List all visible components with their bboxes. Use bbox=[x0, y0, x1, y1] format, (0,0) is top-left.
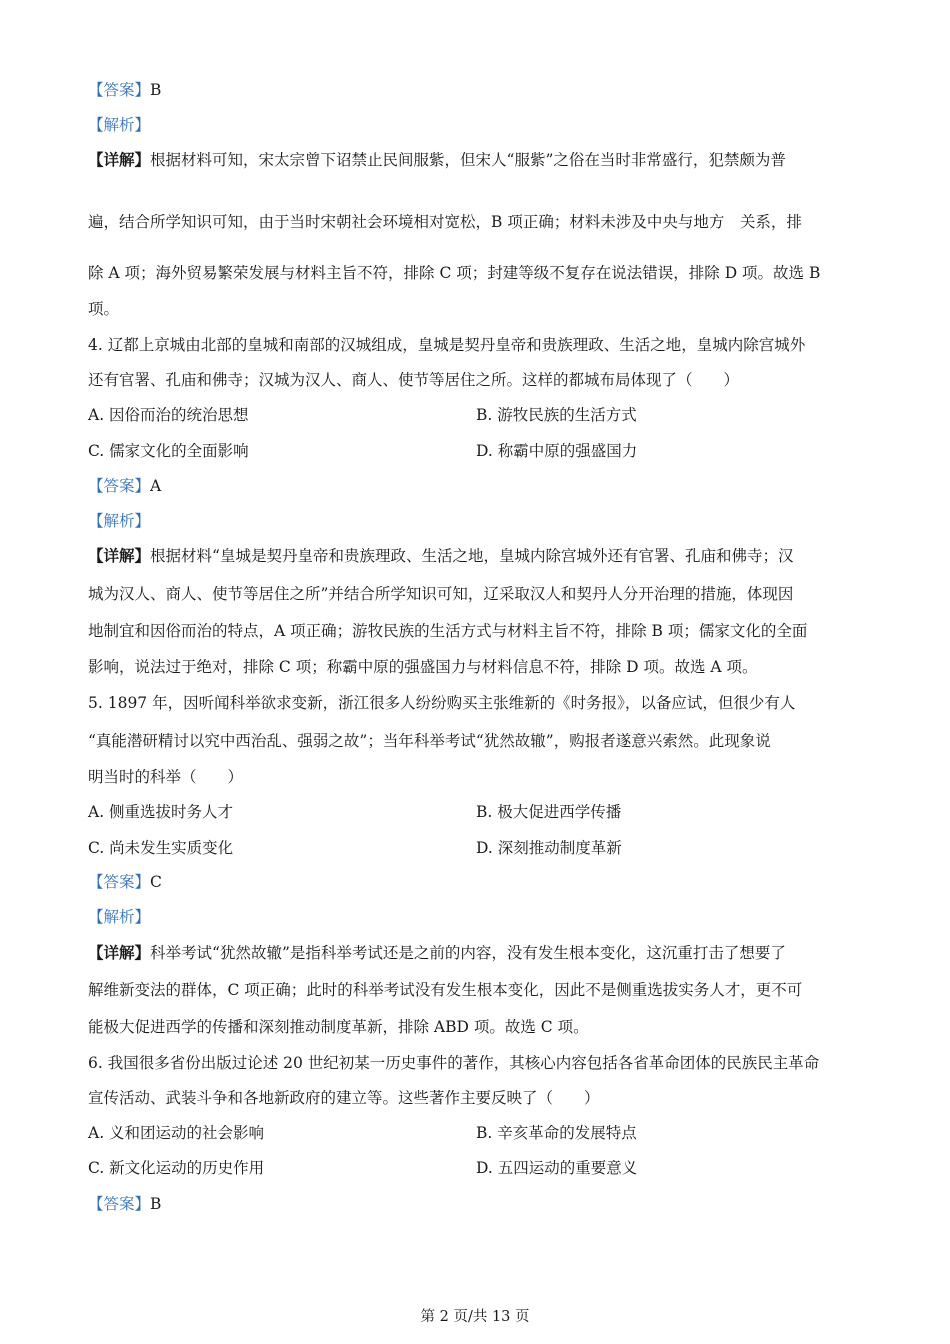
q4-detail-line-4: 影响，说法过于绝对，排除 C 项；称霸中原的强盛国力与材料信息不符，排除 D 项。故选 A 项。 bbox=[88, 658, 758, 676]
q6-option-a: A. 义和团运动的社会影响 bbox=[88, 1124, 265, 1142]
q5-stem-line-2: “真能潜研精讨以究中西治乱、强弱之故”；当年科举考试“犹然故辙”，购报者遂意兴索然。此现象说 bbox=[88, 732, 771, 750]
q5-stem-line-1: 5. 1897 年，因听闻科举欲求变新，浙江很多人纷纷购买主张维新的《时务报》，以备应试，但很少有人 bbox=[88, 694, 796, 712]
q3-detail-line-4: 项。 bbox=[88, 300, 120, 318]
q5-option-a: A. 侧重选拔时务人才 bbox=[88, 803, 234, 821]
q4-analysis-tag: 【解析】 bbox=[88, 512, 151, 530]
q5-detail-line-3: 能极大促进西学的传播和深刻推动制度革新，排除 ABD 项。故选 C 项。 bbox=[88, 1018, 589, 1036]
page-number: 第 2 页/共 13 页 bbox=[420, 1309, 530, 1325]
detail-tag: 【详解】 bbox=[88, 546, 151, 565]
q6-option-d: D. 五四运动的重要意义 bbox=[476, 1159, 638, 1177]
q4-option-b: B. 游牧民族的生活方式 bbox=[476, 406, 637, 424]
q5-option-d: D. 深刻推动制度革新 bbox=[476, 839, 622, 857]
q5-detail-line-1: 【详解】科举考试“犹然故辙”是指科举考试还是之前的内容，没有发生根本变化，这沉重打击了想要了 bbox=[88, 943, 786, 962]
q5-answer-line bbox=[88, 872, 162, 892]
q3-answer-line bbox=[88, 80, 161, 100]
q4-answer-line bbox=[88, 476, 161, 496]
q4-option-d: D. 称霸中原的强盛国力 bbox=[476, 442, 638, 460]
answer-tag: 【答案】 bbox=[88, 1195, 151, 1213]
q6-option-b: B. 辛亥革命的发展特点 bbox=[476, 1124, 637, 1142]
q5-answer: C bbox=[150, 873, 162, 891]
q3-detail-line-3: 除 A 项；海外贸易繁荣发展与材料主旨不符，排除 C 项；封建等级不复存在说法错误，排除 D 项。故选 B bbox=[88, 264, 821, 282]
q4-stem-line-2: 还有官署、孔庙和佛寺；汉城为汉人、商人、使节等居住之所。这样的都城布局体现了（ ） bbox=[88, 371, 740, 389]
answer-tag: 【答案】 bbox=[88, 477, 151, 495]
detail-tag: 【详解】 bbox=[88, 943, 151, 962]
q6-stem-line-2: 宣传活动、武装斗争和各地新政府的建立等。这些著作主要反映了（ ） bbox=[88, 1089, 600, 1107]
q3-detail-line-2: 遍，结合所学知识可知，由于当时宋朝社会环境相对宽松，B 项正确；材料未涉及中央与地方 关系，排 bbox=[88, 213, 802, 231]
q5-option-c: C. 尚未发生实质变化 bbox=[88, 839, 234, 857]
q4-stem-line-1: 4. 辽都上京城由北部的皇城和南部的汉城组成，皇城是契丹皇帝和贵族理政、生活之地，皇城内除宫城外 bbox=[88, 336, 806, 354]
q4-detail-line-3: 地制宜和因俗而治的特点，A 项正确；游牧民族的生活方式与材料主旨不符，排除 B 项；儒家文化的全面 bbox=[88, 622, 808, 640]
q6-option-c: C. 新文化运动的历史作用 bbox=[88, 1159, 265, 1177]
q3-detail-line-1: 【详解】根据材料可知，宋太宗曾下诏禁止民间服紫，但宋人“服紫”之俗在当时非常盛行，犯禁颇为普 bbox=[88, 150, 786, 169]
q5-stem-line-3: 明当时的科举（ ） bbox=[88, 768, 244, 786]
q4-detail-line-2: 城为汉人、商人、使节等居住之所”并结合所学知识可知，辽采取汉人和契丹人分开治理的措施，体现因 bbox=[88, 585, 794, 603]
q5-option-b: B. 极大促进西学传播 bbox=[476, 803, 622, 821]
q5-detail-line-2: 解维新变法的群体，C 项正确；此时的科举考试没有发生根本变化，因此不是侧重选拔实务人才，更不可 bbox=[88, 981, 803, 999]
q5-analysis-tag: 【解析】 bbox=[88, 908, 151, 926]
q4-answer: A bbox=[150, 477, 162, 495]
q6-stem-line-1: 6. 我国很多省份出版过论述 20 世纪初某一历史事件的著作，其核心内容包括各省革命团体的民族民主革命 bbox=[88, 1054, 820, 1072]
q3-analysis-tag: 【解析】 bbox=[88, 116, 151, 134]
answer-tag: 【答案】 bbox=[88, 873, 151, 891]
q4-detail-line-1: 【详解】根据材料“皇城是契丹皇帝和贵族理政、生活之地，皇城内除宫城外还有官署、孔庙和佛寺；汉 bbox=[88, 546, 794, 565]
q4-option-a: A. 因俗而治的统治思想 bbox=[88, 406, 249, 424]
q4-option-c: C. 儒家文化的全面影响 bbox=[88, 442, 249, 460]
answer-tag: 【答案】 bbox=[88, 81, 151, 99]
q6-answer: B bbox=[150, 1195, 162, 1213]
q6-answer-line bbox=[88, 1194, 161, 1214]
q3-answer: B bbox=[150, 81, 162, 99]
detail-tag: 【详解】 bbox=[88, 150, 151, 169]
